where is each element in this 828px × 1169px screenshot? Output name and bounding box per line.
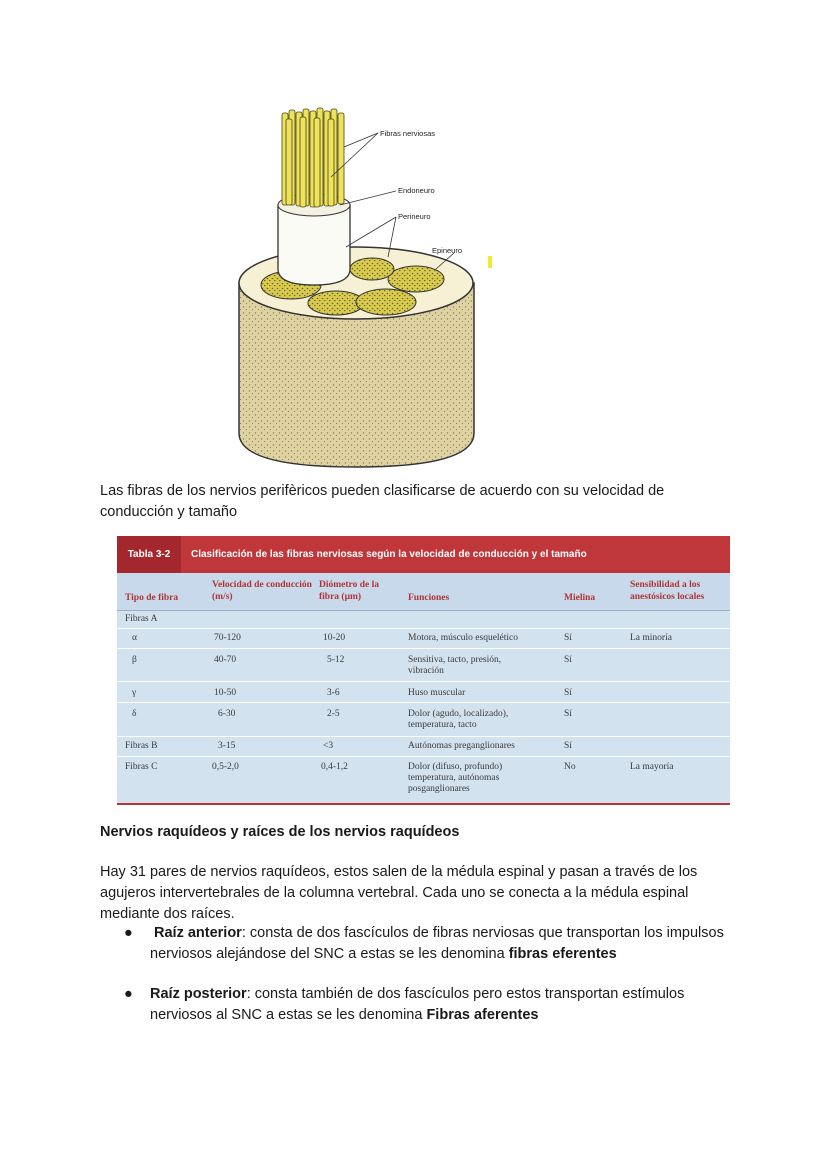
list-item	[100, 923, 730, 965]
cell-diameter: <3	[323, 741, 334, 751]
table-title: Clasificación de las fibras nerviosas según la velocidad de conducción y el tamaño	[191, 549, 587, 560]
table-tag: Tabla 3-2	[117, 536, 181, 573]
cell-speed: 40-70	[214, 655, 237, 665]
text-cursor-mark	[488, 256, 492, 268]
cell-functions: Dolor (difuso, profundo) temperatura, autónomas posganglionares	[408, 762, 503, 794]
bullet-bold-term: Raíz anterior	[154, 925, 242, 941]
cell-myelin: Sí	[564, 709, 572, 719]
cell-speed: 6-30	[218, 709, 236, 719]
bullet-list-1	[100, 923, 730, 965]
cell-type: δ	[132, 709, 137, 719]
cell-diameter: 10-20	[323, 633, 346, 643]
cell-type: α	[132, 633, 137, 643]
cell-type: Fibras C	[125, 762, 158, 772]
cell-speed: 0,5-2,0	[212, 762, 239, 772]
cell-myelin: Sí	[564, 688, 572, 698]
group-label-fibras-a: Fibras A	[125, 614, 158, 624]
bullet-text: : consta de dos fascículos de fibras nerviosas que transportan los impulsos nerviosos alejándose del SNC a estas se les denomina	[150, 925, 724, 962]
cell-type: γ	[132, 688, 137, 698]
table-title-bar	[117, 536, 730, 573]
row-divider	[117, 681, 730, 682]
cell-sensitivity: La mayoría	[630, 762, 674, 772]
cell-functions: Huso muscular	[408, 688, 466, 698]
bullet-tail-bold: fibras eferentes	[508, 946, 617, 962]
fiber-classification-table	[117, 536, 730, 805]
nerve-structure-figure	[236, 107, 489, 471]
cell-myelin: No	[564, 762, 576, 772]
cell-sensitivity: La minoría	[630, 633, 672, 643]
cell-diameter: 3-6	[327, 688, 340, 698]
bullet-icon: ●	[124, 925, 133, 941]
cell-functions: Dolor (agudo, localizado), temperatura, tacto	[408, 709, 509, 730]
cell-functions: Sensitiva, tacto, presión, vibración	[408, 655, 502, 676]
section-heading: Nervios raquídeos y raíces de los nervios raquídeos	[100, 824, 460, 840]
bullet-tail-bold: Fibras aferentes	[426, 1007, 539, 1023]
bullet-text: : consta también de dos fascículos pero estos transportan estímulos nerviosos al SNC a estas se les denomina	[150, 986, 685, 1023]
header-funciones: Funciones	[408, 593, 450, 603]
bullet-icon: ●	[124, 986, 133, 1002]
header-velocidad: Velocidad de conducción (m/s)	[212, 580, 312, 602]
label-perineuro: Perineuro	[398, 212, 431, 221]
row-divider	[117, 648, 730, 649]
label-fibras-nerviosas: Fibras nerviosas	[380, 129, 436, 138]
row-divider	[117, 628, 730, 629]
label-endoneuro: Endoneuro	[398, 186, 435, 195]
header-tipo: Tipo de fibra	[125, 593, 179, 603]
cell-functions: Autónomas preganglionares	[408, 741, 515, 751]
row-divider	[117, 702, 730, 703]
cell-speed: 10-50	[214, 688, 237, 698]
cell-myelin: Sí	[564, 741, 572, 751]
header-diametro: Diómetro de la fibra (μm)	[319, 580, 379, 602]
cell-functions: Motora, músculo esquelético	[408, 633, 519, 643]
section-paragraph: Hay 31 pares de nervios raquídeos, estos salen de la médula espinal y pasan a través de los agujeros intervertebrales de la columna vertebral. Cada uno se conecta a la médula espinal mediante dos raíces.	[100, 864, 698, 922]
list-item	[100, 984, 730, 1026]
bullet-bold-term: Raíz posterior	[150, 986, 247, 1002]
cell-type: β	[132, 655, 137, 665]
cell-speed: 3-15	[218, 741, 236, 751]
cell-diameter: 2-5	[327, 709, 340, 719]
label-epineuro: Epineuro	[432, 246, 463, 255]
bullet-list-2	[100, 984, 730, 1026]
header-mielina: Mielina	[564, 593, 596, 603]
cell-diameter: 5-12	[327, 655, 345, 665]
row-divider	[117, 756, 730, 757]
intro-paragraph: Las fibras de los nervios perifèricos pueden clasificarse de acuerdo con su velocidad de conducción y tamaño	[100, 483, 665, 520]
row-divider	[117, 736, 730, 737]
cell-myelin: Sí	[564, 655, 572, 665]
cell-type: Fibras B	[125, 741, 158, 751]
cell-myelin: Sí	[564, 633, 572, 643]
header-sensibilidad: Sensibilidad a los anestósicos locales	[630, 580, 705, 602]
cell-speed: 70-120	[214, 633, 241, 643]
cell-diameter: 0,4-1,2	[321, 762, 348, 772]
table-header-row	[117, 573, 730, 611]
